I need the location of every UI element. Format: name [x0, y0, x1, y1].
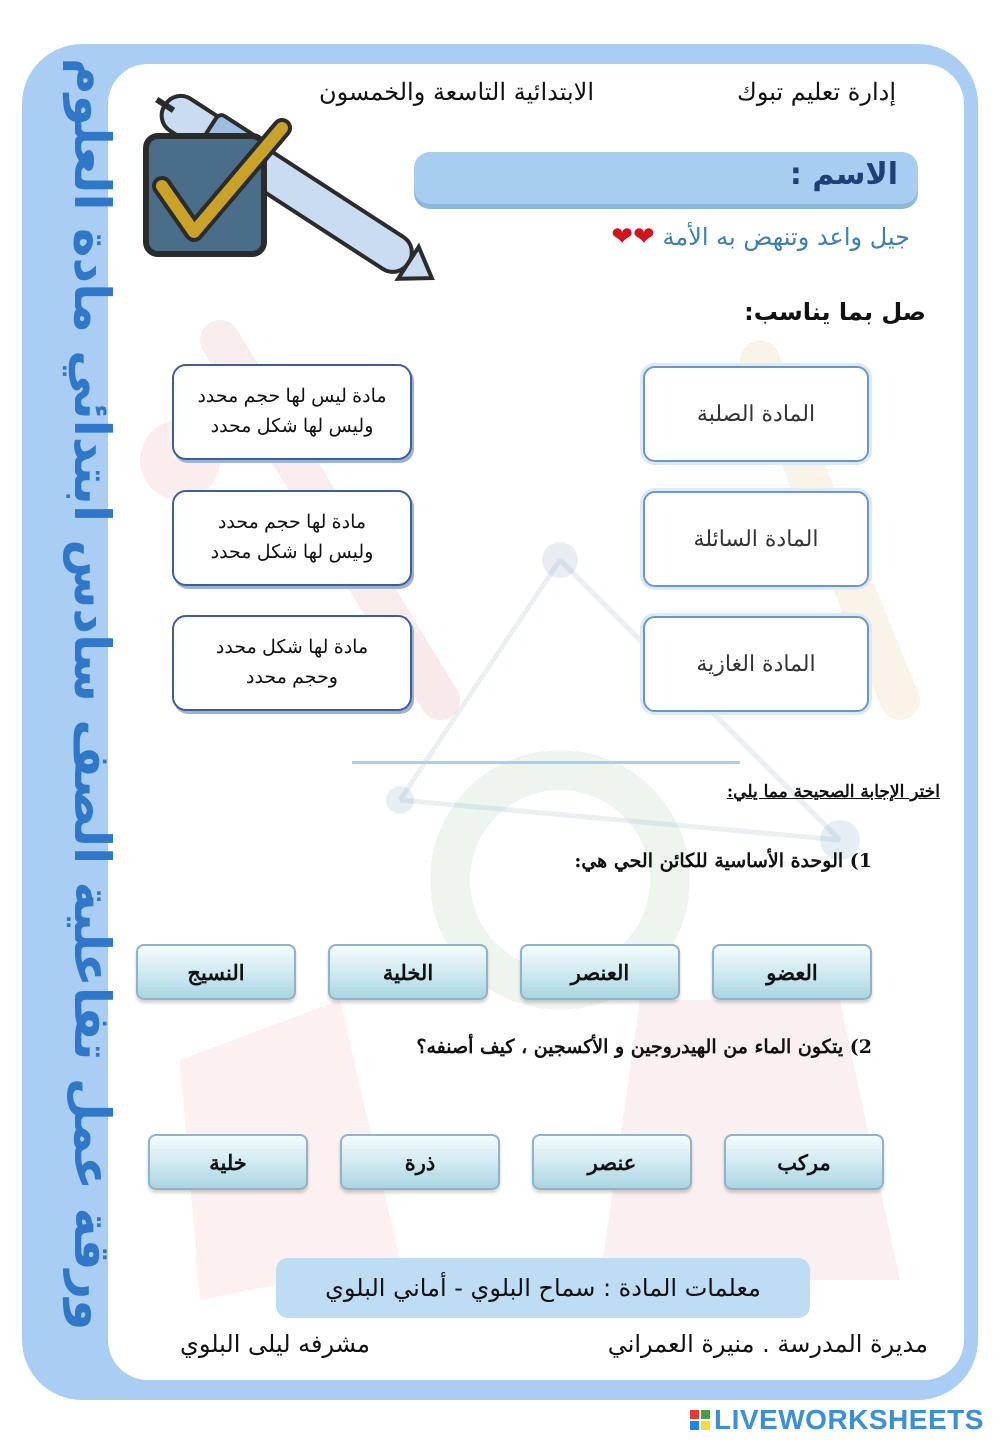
q2-option-atom[interactable]: ذرة	[340, 1134, 500, 1190]
name-field[interactable]	[414, 152, 918, 204]
term-gas[interactable]: المادة الغازية	[643, 616, 869, 712]
q1-option-tissue[interactable]: النسيج	[136, 944, 296, 1000]
school-name: الابتدائية التاسعة والخمسون	[318, 78, 594, 106]
liveworksheets-logo-icon	[690, 1410, 710, 1430]
matching-instruction: صل بما يناسب:	[744, 298, 926, 326]
hearts-icon: ❤❤	[611, 222, 655, 252]
name-label: الاسم :	[789, 157, 898, 192]
teachers-banner: معلمات المادة : سماح البلوي - أماني البلوي	[276, 1258, 810, 1318]
motto-text: جيل واعد وتنهض به الأمة	[662, 223, 910, 251]
q1-option-organ[interactable]: العضو	[712, 944, 872, 1000]
worksheet-side-title: ورقة عمل تفاعلية الصف سادس ابتدائي مادة العلوم	[63, 58, 121, 1331]
brand-logo-text[interactable]: LIVEWORKSHEETS	[714, 1404, 984, 1435]
description-2[interactable]: مادة لها حجم محدد وليس لها شكل محدد	[172, 490, 412, 586]
supervisor-name: مشرفه ليلى البلوي	[180, 1330, 370, 1358]
q2-option-compound[interactable]: مركب	[724, 1134, 884, 1190]
term-liquid[interactable]: المادة السائلة	[643, 491, 869, 587]
checkmark-pen-icon	[132, 82, 437, 292]
question-2: 2) يتكون الماء من الهيدروجين و الأكسجين ، كيف أصنفه؟	[416, 1036, 872, 1058]
q2-option-element[interactable]: عنصر	[532, 1134, 692, 1190]
q1-option-element[interactable]: العنصر	[520, 944, 680, 1000]
mcq-instruction: اختر الإجابة الصحيحة مما يلي:	[726, 782, 940, 802]
motto	[560, 222, 910, 252]
q2-option-cell[interactable]: خلية	[148, 1134, 308, 1190]
q1-option-cell[interactable]: الخلية	[328, 944, 488, 1000]
description-3[interactable]: مادة لها شكل محدد وحجم محدد	[172, 615, 412, 711]
education-dept: إدارة تعليم تبوك	[737, 78, 896, 106]
question-1: 1) الوحدة الأساسية للكائن الحي هي:	[574, 850, 872, 872]
term-solid[interactable]: المادة الصلبة	[643, 366, 869, 462]
principal-name: مديرة المدرسة . منيرة العمراني	[607, 1330, 928, 1358]
section-divider	[352, 761, 740, 764]
description-1[interactable]: مادة ليس لها حجم محدد وليس لها شكل محدد	[172, 364, 412, 460]
